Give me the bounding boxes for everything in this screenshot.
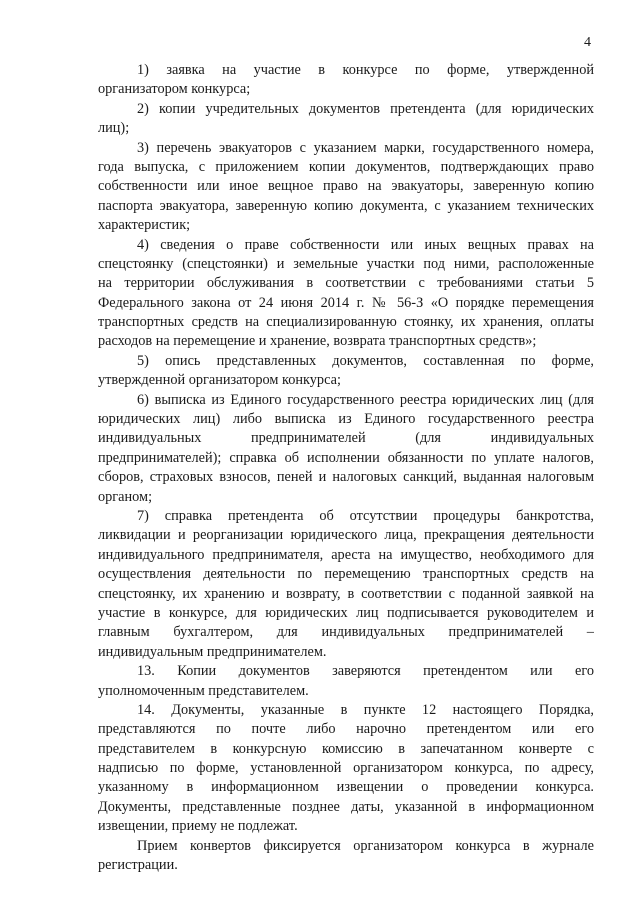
document-body <box>98 61 594 875</box>
text-line: ликвидации и реорганизации юридического лица, прекращения деятельности <box>98 527 594 544</box>
text-line: сборов, страховых взносов, пеней и налоговых санкций, выданная налоговым <box>98 469 594 486</box>
text-line: участие в конкурсе, для юридических лиц подписывается руководителем и <box>98 604 594 621</box>
text-line: Прием конвертов фиксируется организатором конкурса в журнале <box>137 837 594 854</box>
text-line: уполномоченным представителем. <box>98 682 309 699</box>
text-line: главным бухгалтером, для индивидуальных предпринимателей – <box>98 624 594 641</box>
text-line: лиц); <box>98 120 130 137</box>
paragraph-item-13 <box>98 662 594 701</box>
paragraph-registration <box>98 837 594 876</box>
text-line: органом; <box>98 488 153 505</box>
text-line: 4) сведения о праве собственности или иных вещных правах на <box>137 236 594 253</box>
text-line: представляются по почте либо нарочно претендентом или его <box>98 721 594 738</box>
paragraph-item-1 <box>98 61 594 100</box>
text-line: индивидуальных предпринимателей (для индивидуальных <box>98 430 594 447</box>
text-line: 13. Копии документов заверяются претендентом или его <box>137 663 594 680</box>
text-line: указанному в информационном извещении о проведении конкурса. <box>98 779 594 796</box>
text-line: транспортных средств на специализированную стоянку, их хранения, оплаты <box>98 314 594 331</box>
paragraph-item-4 <box>98 236 594 352</box>
text-line: 5) опись представленных документов, составленная по форме, <box>137 352 594 369</box>
text-line: 6) выписка из Единого государственного реестра юридических лиц (для <box>137 391 594 408</box>
text-line: Документы, представленные позднее даты, указанной в информационном <box>98 798 594 815</box>
text-line: организатором конкурса; <box>98 81 251 98</box>
text-line: спецстоянку (спецстоянки) и земельные участки под ними, расположенные <box>98 255 594 272</box>
text-line: спецстоянку, их хранению и возврату, в соответствии с поданной заявкой на <box>98 585 594 602</box>
text-line: предпринимателей); справка об исполнении обязанности по уплате налогов, <box>98 449 594 466</box>
paragraph-item-3 <box>98 139 594 236</box>
text-line: года выпуска, с приложением копии документов, подтверждающих право <box>98 158 594 175</box>
text-line: надписью по форме, установленной организатором конкурса, по адресу, <box>98 760 594 777</box>
paragraph-item-14 <box>98 701 594 837</box>
text-line: 7) справка претендента об отсутствии процедуры банкротства, <box>137 507 594 524</box>
text-line: 3) перечень эвакуаторов с указанием марки, государственного номера, <box>137 139 594 156</box>
text-line: извещении, приему не подлежат. <box>98 818 298 835</box>
text-line: представителем в конкурсную комиссию в запечатанном конверте с <box>98 740 594 757</box>
text-line: на территории обслуживания в соответствии с требованиями статьи 5 <box>98 275 594 292</box>
text-line: индивидуальным предпринимателем. <box>98 643 327 660</box>
text-line: 14. Документы, указанные в пункте 12 настоящего Порядка, <box>137 701 594 718</box>
paragraph-item-2 <box>98 100 594 139</box>
paragraph-item-5 <box>98 352 594 391</box>
text-line: утвержденной организатором конкурса; <box>98 372 341 389</box>
text-line: характеристик; <box>98 217 191 234</box>
text-line: собственности или иное вещное право на эвакуаторы, заверенную копию <box>98 178 594 195</box>
page-number: 4 <box>584 35 591 50</box>
text-line: Федерального закона от 24 июня 2014 г. № 56-З «О порядке перемещения <box>98 294 594 311</box>
text-line: регистрации. <box>98 857 178 874</box>
text-line: юридических лиц) либо выписка из Единого государственного реестра <box>98 411 594 428</box>
text-line: индивидуального предпринимателя, ареста на имущество, необходимого для <box>98 546 594 563</box>
paragraph-item-6 <box>98 391 594 507</box>
text-line: расходов на перемещение и хранение, возврата транспортных средств»; <box>98 333 537 350</box>
text-line: паспорта эвакуатора, заверенную копию документа, с указанием технических <box>98 197 594 214</box>
paragraph-item-7 <box>98 507 594 662</box>
text-line: 1) заявка на участие в конкурсе по форме, утвержденной <box>137 62 594 78</box>
text-line: 2) копии учредительных документов претендента (для юридических <box>137 100 594 117</box>
text-line: осуществления деятельности по перемещению транспортных средств на <box>98 566 594 583</box>
